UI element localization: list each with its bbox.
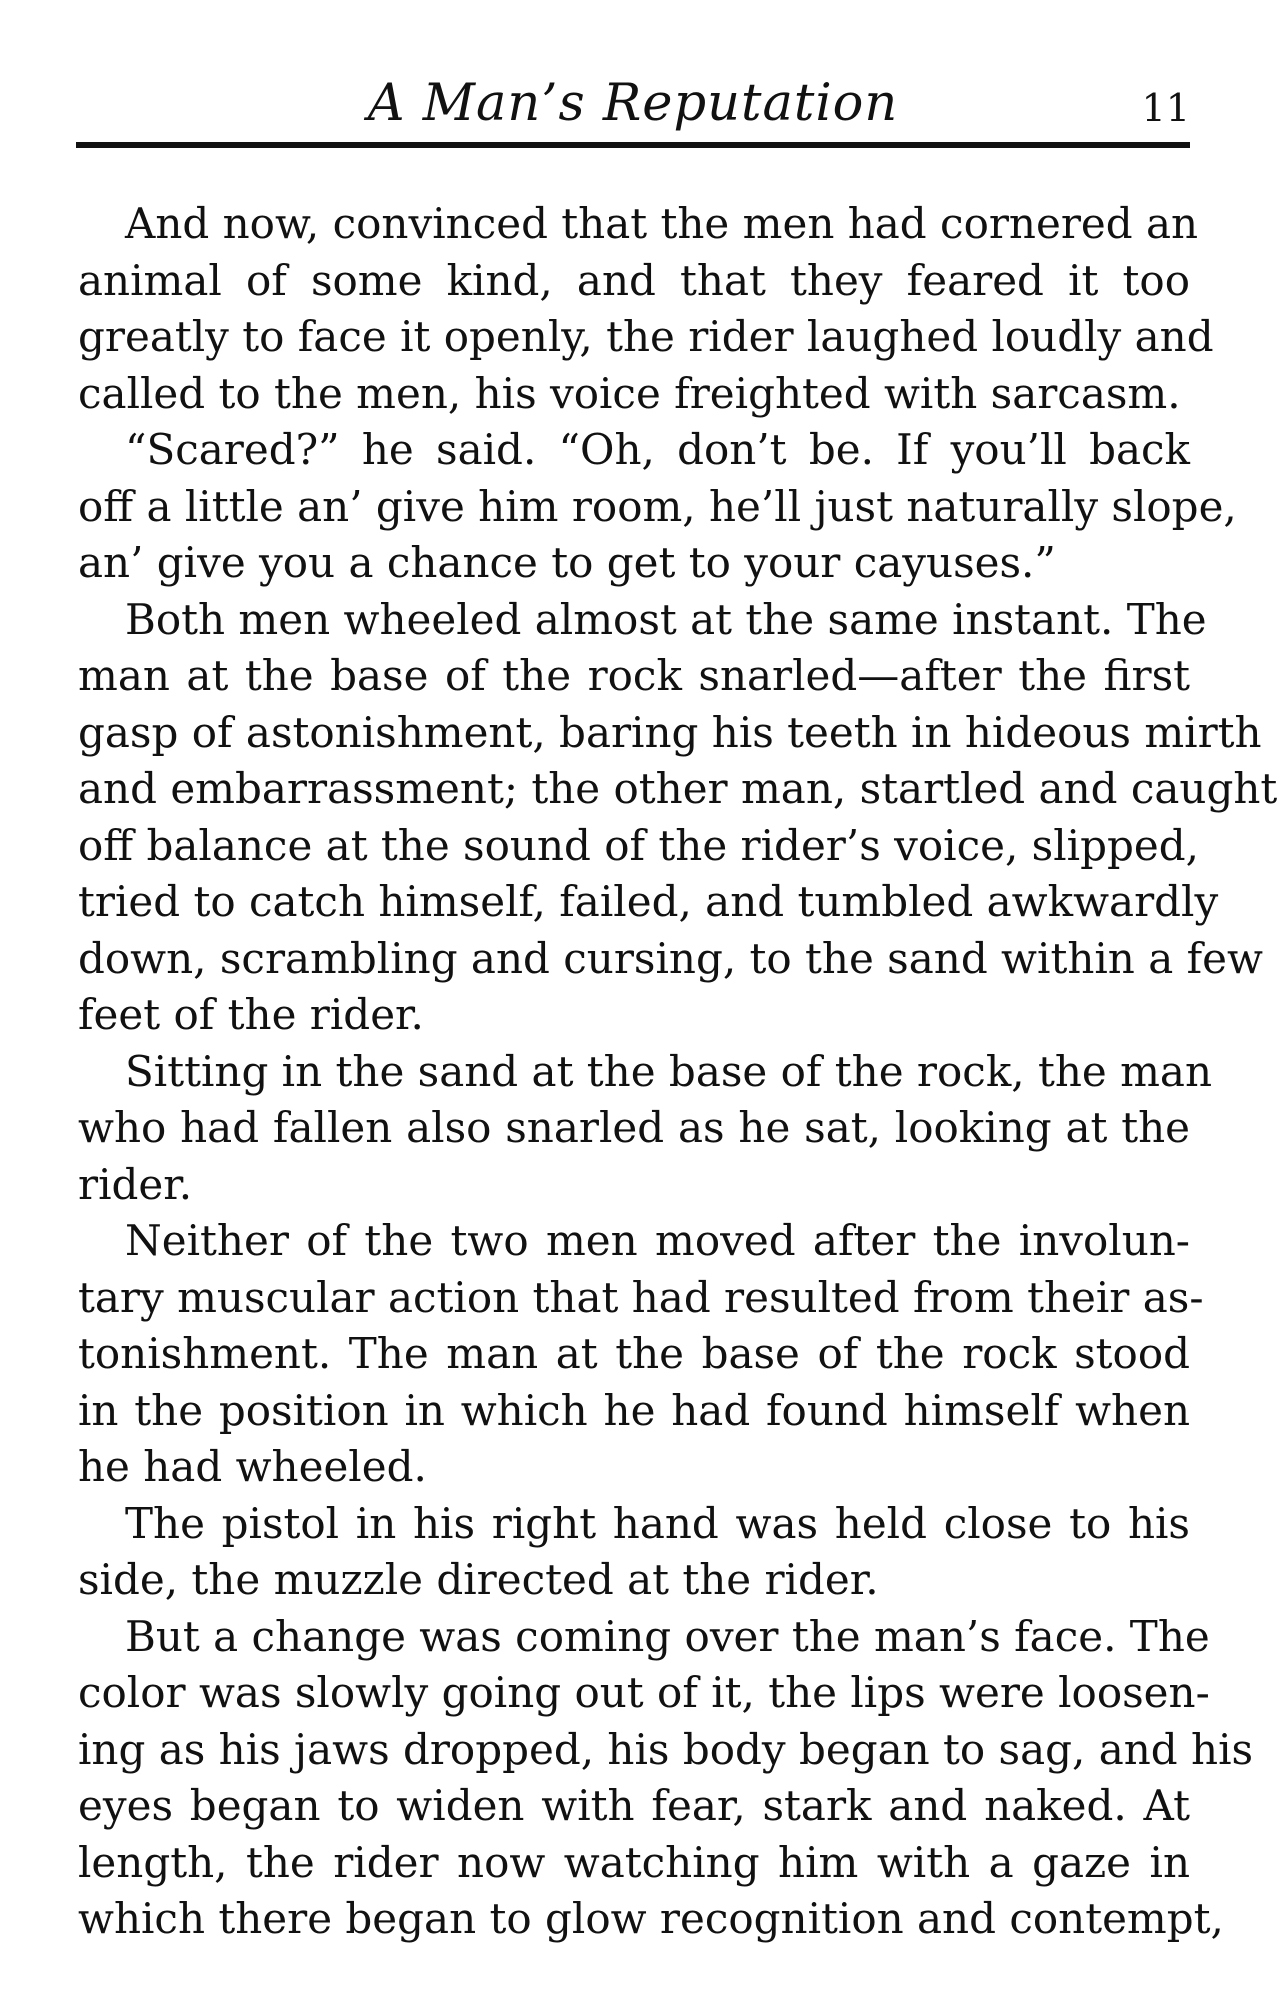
text-line: tary muscular action that had resulted from their as-: [78, 1272, 1204, 1322]
text-line: off a little an’ give him room, he’ll just naturally slope,: [78, 481, 1237, 531]
text-line: an’ give you a chance to get to your cayuses.”: [78, 538, 1056, 587]
text-line: animal of some kind, and that they feared it too: [78, 255, 1190, 305]
text-line: But a change was coming over the man’s face. The: [125, 1611, 1210, 1661]
header-rule: [76, 142, 1190, 148]
text-line: ing as his jaws dropped, his body began to sag, and his: [78, 1724, 1254, 1774]
text-line: color was slowly going out of it, the lips were loosen-: [78, 1668, 1210, 1717]
text-line: and embarrassment; the other man, startled and caught: [78, 764, 1278, 813]
text-line: feet of the rider.: [78, 990, 424, 1039]
text-line: tried to catch himself, failed, and tumbled awkwardly: [78, 877, 1219, 926]
text-line: he had wheeled.: [78, 1442, 427, 1491]
text-line: gasp of astonishment, baring his teeth in hideous mirth: [78, 707, 1262, 757]
text-line: side, the muzzle directed at the rider.: [78, 1555, 879, 1604]
text-line: rider.: [78, 1159, 193, 1209]
text-line: The pistol in his right hand was held close to his: [125, 1498, 1190, 1548]
text-line: Neither of the two men moved after the involun-: [125, 1216, 1190, 1265]
body-text: [78, 196, 1278, 1948]
text-line: Sitting in the sand at the base of the rock, the man: [125, 1046, 1213, 1096]
text-line: which there began to glow recognition and contempt,: [78, 1894, 1224, 1943]
text-line: in the position in which he had found himself when: [78, 1385, 1190, 1435]
text-line: length, the rider now watching him with a gaze in: [78, 1837, 1190, 1887]
text-line: greatly to face it openly, the rider laughed loudly and: [78, 312, 1214, 361]
page-number: 11: [1141, 86, 1190, 130]
text-line: Both men wheeled almost at the same instant. The: [125, 594, 1207, 644]
running-head: [76, 74, 1190, 134]
text-line: off balance at the sound of the rider’s voice, slipped,: [78, 820, 1199, 870]
text-line: “Scared?” he said. “Oh, don’t be. If you’ll back: [125, 425, 1190, 474]
text-line: who had fallen also snarled as he sat, looking at the: [78, 1103, 1190, 1152]
running-title: A Man’s Reputation: [367, 74, 899, 133]
text-line: called to the men, his voice freighted with sarcasm.: [78, 368, 1181, 418]
text-line: down, scrambling and cursing, to the sand within a few: [78, 933, 1263, 983]
text-line: tonishment. The man at the base of the rock stood: [78, 1329, 1190, 1378]
text-line: And now, convinced that the men had cornered an: [125, 199, 1199, 248]
text-line: man at the base of the rock snarled—after the first: [78, 651, 1190, 700]
text-line: eyes began to widen with fear, stark and naked. At: [78, 1781, 1190, 1830]
